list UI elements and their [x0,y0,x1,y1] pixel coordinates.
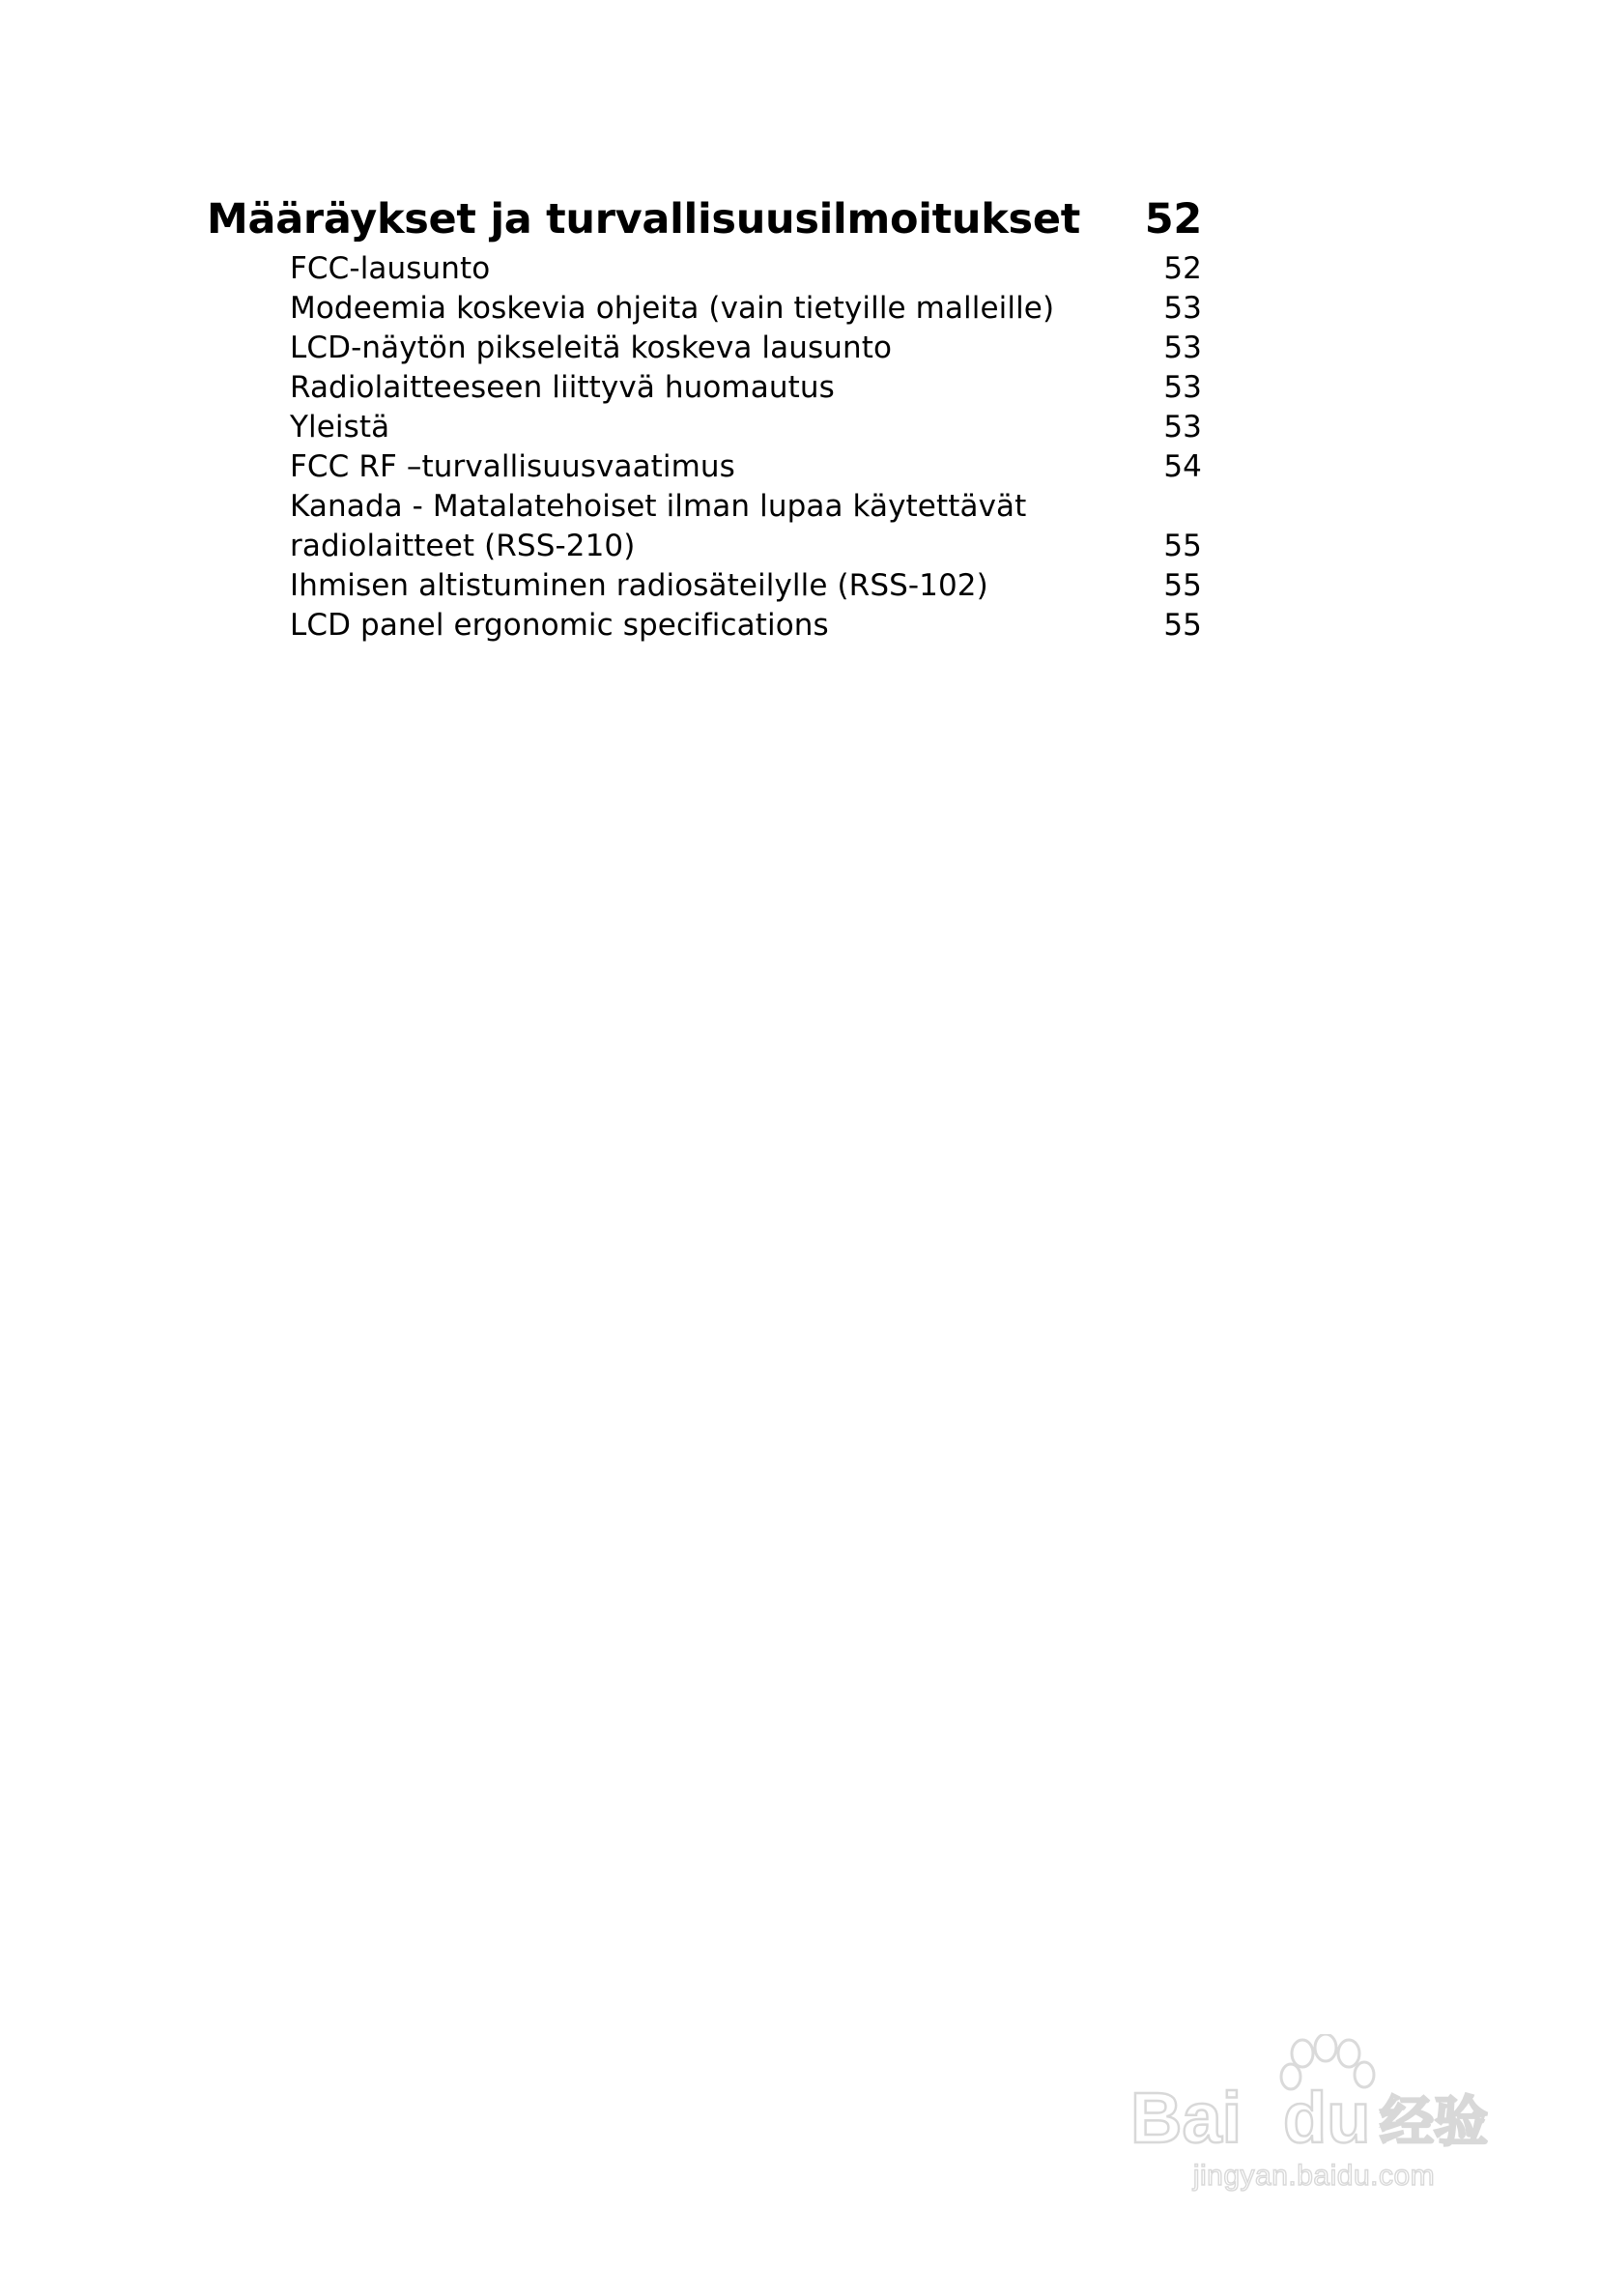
logo-text-jingyan: 经验 [1380,2091,1488,2154]
toc-entry[interactable] [290,447,1202,487]
toc-entry-page: 55 [1163,608,1202,643]
toc-entry[interactable] [290,566,1202,606]
toc-entry-title: Ihmisen altistuminen radiosäteilylle (RSS-102) [290,568,988,603]
baidu-jingyan-logo [1121,2034,1507,2160]
toc-entry-page: 53 [1163,291,1202,326]
logo-text-du: du [1283,2078,1371,2158]
table-of-contents [207,189,1202,646]
toc-entry-title: Radiolaitteeseen liittyvä huomautus [290,370,835,405]
toc-entry[interactable] [290,487,1202,566]
toc-entry-title: Yleistä [290,410,390,445]
toc-entry-list [207,249,1202,646]
toc-entry[interactable] [290,249,1202,289]
toc-entry-page: 54 [1163,449,1202,484]
toc-section-title: Määräykset ja turvallisuusilmoitukset [207,195,1080,244]
toc-entry-title: FCC-lausunto [290,251,491,286]
toc-entry-title: FCC RF –turvallisuusvaatimus [290,449,735,484]
logo-text-bai: Bai [1130,2078,1243,2158]
toc-entry[interactable] [290,329,1202,368]
toc-entry-page: 55 [1163,529,1202,563]
toc-entry[interactable] [290,289,1202,329]
toc-entry-title: LCD panel ergonomic specifications [290,608,829,643]
toc-entry-title: Kanada - Matalatehoiset ilman lupaa käytettävät radiolaitteet (RSS-210) [290,489,1027,563]
toc-entry-page: 53 [1163,330,1202,365]
toc-entry-page: 55 [1163,568,1202,603]
baidu-watermark [1121,2034,1507,2208]
watermark-url: jingyan.baidu.com [1192,2160,1436,2192]
toc-entry[interactable] [290,408,1202,447]
toc-section-page: 52 [1144,195,1202,244]
toc-entry-page: 52 [1163,251,1202,286]
toc-section-heading[interactable] [207,189,1202,249]
toc-entry-page: 53 [1163,410,1202,445]
toc-entry[interactable] [290,606,1202,646]
toc-entry[interactable] [290,368,1202,408]
toc-entry-page: 53 [1163,370,1202,405]
toc-entry-title: Modeemia koskevia ohjeita (vain tietyille malleille) [290,291,1055,326]
toc-entry-title: LCD-näytön pikseleitä koskeva lausunto [290,330,893,365]
